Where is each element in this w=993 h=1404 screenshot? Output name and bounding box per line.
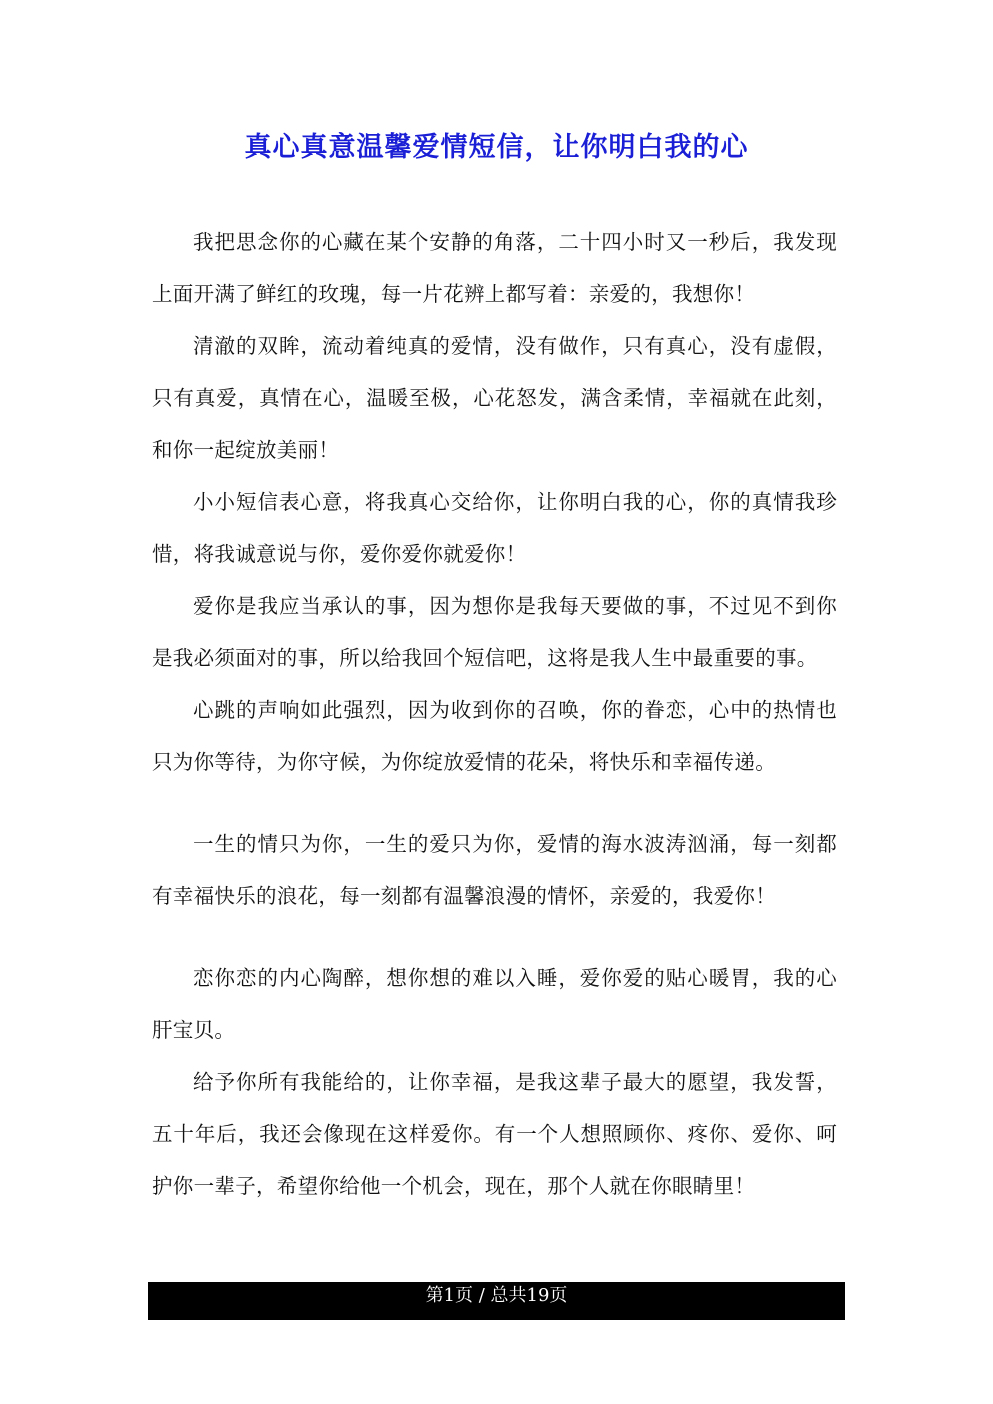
paragraph-6: 一生的情只为你，一生的爱只为你，爱情的海水波涛汹涌，每一刻都有幸福快乐的浪花，每一刻都有温馨浪漫的情怀，亲爱的，我爱你！ [152,832,837,908]
paragraph-2: 清澈的双眸，流动着纯真的爱情，没有做作，只有真心，没有虚假，只有真爱，真情在心，温暖至极，心花怒发，满含柔情，幸福就在此刻，和你一起绽放美丽！ [152,334,837,462]
paragraph-1: 我把思念你的心藏在某个安静的角落，二十四小时又一秒后，我发现上面开满了鲜红的玫瑰，每一片花辨上都写着：亲爱的，我想你！ [152,230,837,306]
page-title: 真心真意温馨爱情短信，让你明白我的心 [244,132,749,163]
paragraph-7: 恋你恋的内心陶醉，想你想的难以入睡，爱你爱的贴心暖胃，我的心肝宝贝。 [152,966,837,1042]
paragraph-5: 心跳的声响如此强烈，因为收到你的召唤，你的眷恋，心中的热情也只为你等待，为你守候，为你绽放爱情的花朵，将快乐和幸福传递。 [152,698,837,774]
paragraph-8: 给予你所有我能给的，让你幸福，是我这辈子最大的愿望，我发誓，五十年后，我还会像现在这样爱你。有一个人想照顾你、疼你、爱你、呵护你一辈子，希望你给他一个机会，现在，那个人就在你眼睛里！ [152,1070,837,1198]
paragraph-3: 小小短信表心意，将我真心交给你，让你明白我的心，你的真情我珍惜，将我诚意说与你，爱你爱你就爱你！ [152,490,837,566]
page-number: 第1页 / 总共19页 [425,1285,568,1306]
article-body [152,216,837,1212]
paragraph-4: 爱你是我应当承认的事，因为想你是我每天要做的事，不过见不到你是我必须面对的事，所以给我回个短信吧，这将是我人生中最重要的事。 [152,594,837,670]
page-footer [148,1282,845,1320]
